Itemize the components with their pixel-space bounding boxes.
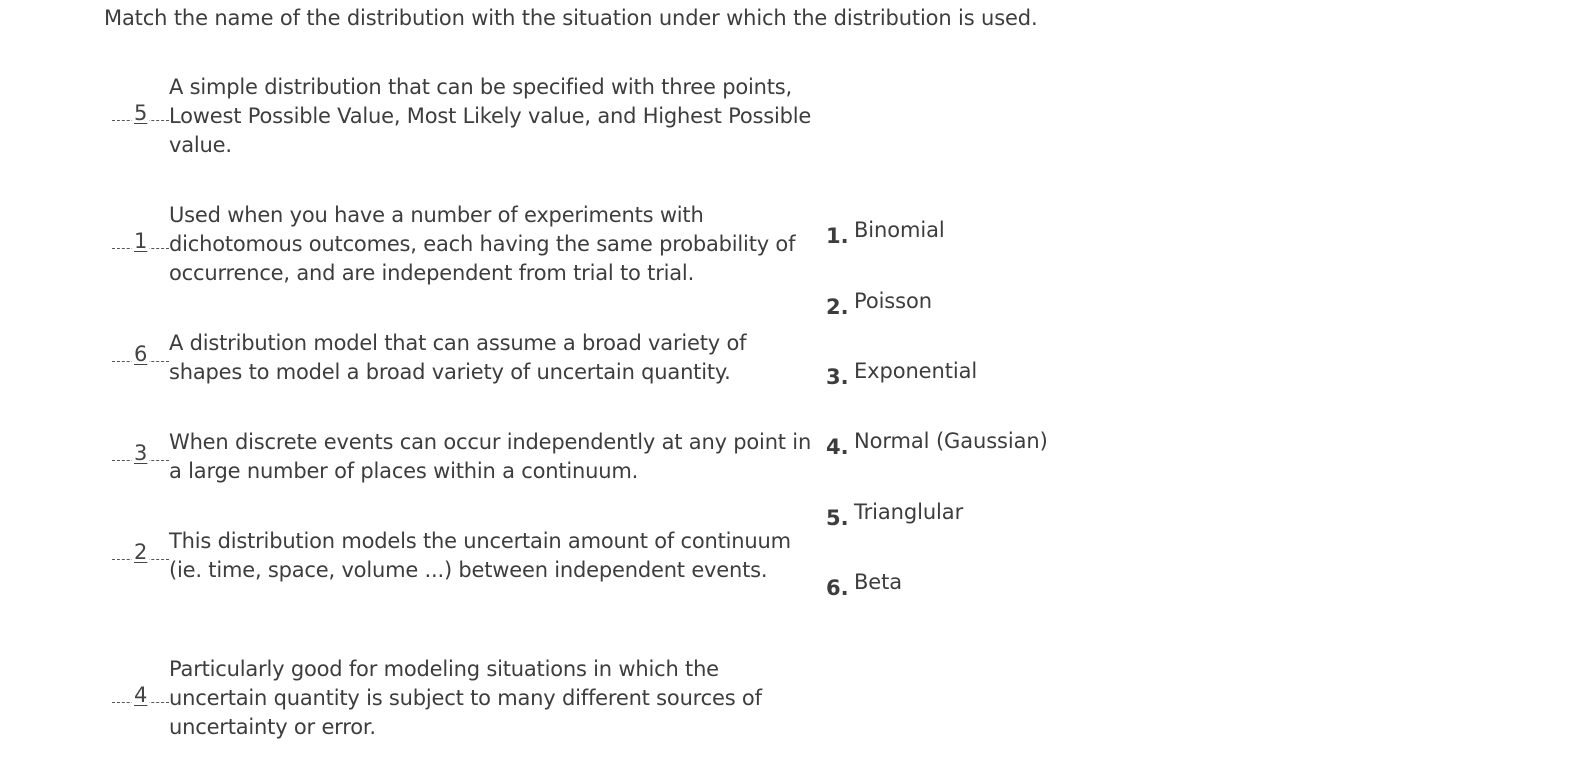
answer-blank[interactable]: [112, 344, 169, 372]
answer-value: 2: [134, 540, 148, 564]
item-description: When discrete events can occur independently at any point in a large number of places within a continuum.: [169, 430, 812, 483]
answer-value: 1: [134, 228, 148, 253]
answer-blank[interactable]: [112, 100, 169, 131]
question-prompt: Match the name of the distribution with the situation under which the distribution is used.: [104, 6, 1038, 30]
answer-blank[interactable]: [112, 228, 169, 259]
match-item: [112, 428, 812, 486]
choice-label: Trianglular: [854, 500, 964, 524]
choice-number: 4.: [826, 435, 849, 459]
item-description: Particularly good for modeling situations in which the uncertain quantity is subject to many different sources of uncertainty or error.: [169, 657, 762, 739]
match-item: [112, 655, 812, 742]
choice-exponential: [826, 359, 978, 389]
answer-value: 6: [134, 342, 148, 366]
answer-blank[interactable]: [112, 443, 169, 471]
choice-beta: [826, 570, 903, 600]
choice-number: 6.: [826, 576, 849, 600]
choice-poisson: [826, 289, 932, 319]
item-description: This distribution models the uncertain amount of continuum (ie. time, space, volume ...) between independent events.: [169, 529, 791, 582]
choice-label: Normal (Gaussian): [854, 429, 1048, 453]
choice-number: 5.: [826, 506, 849, 530]
choice-number: 1.: [826, 224, 849, 248]
match-item: [112, 527, 812, 585]
match-item: [112, 329, 812, 387]
choice-number: 3.: [826, 365, 849, 389]
choice-number: 2.: [826, 295, 849, 319]
choice-label: Binomial: [854, 218, 945, 242]
item-description: A simple distribution that can be specified with three points, Lowest Possible Value, Most Likely value, and Highest Possible value.: [169, 75, 812, 157]
choice-triangular: [826, 500, 964, 530]
answer-value: 5: [134, 100, 148, 125]
choice-normal: [826, 429, 1048, 459]
answer-value: 3: [134, 441, 148, 465]
answer-blank[interactable]: [112, 542, 169, 570]
answer-value: 4: [134, 682, 148, 707]
answer-blank[interactable]: [112, 682, 169, 713]
item-description: A distribution model that can assume a broad variety of shapes to model a broad variety of uncertain quantity.: [169, 331, 747, 384]
choice-label: Poisson: [854, 289, 932, 313]
choice-label: Beta: [854, 570, 903, 594]
choice-label: Exponential: [854, 359, 978, 383]
match-item: [112, 73, 812, 160]
choice-binomial: [826, 218, 945, 248]
item-description: Used when you have a number of experiments with dichotomous outcomes, each having the same probability of occurrence, and are independent from trial to trial.: [169, 203, 796, 285]
match-item: [112, 201, 812, 288]
